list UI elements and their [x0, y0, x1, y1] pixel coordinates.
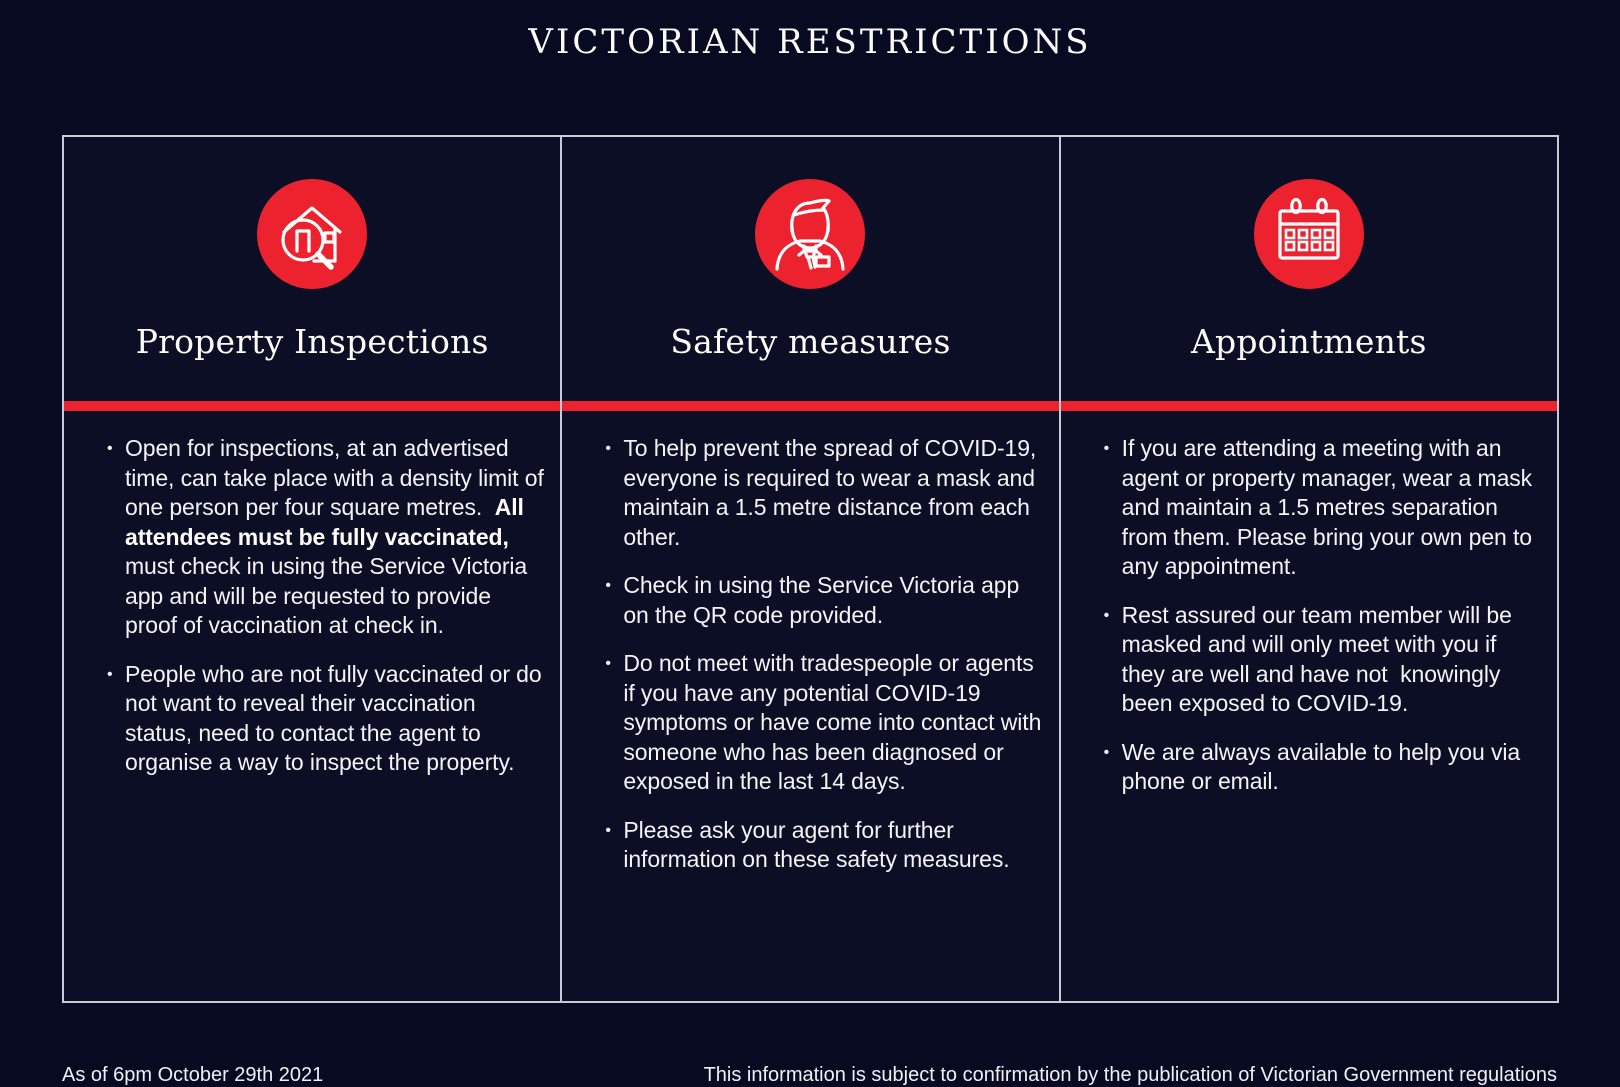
- column-heading: Property Inspections: [135, 321, 489, 361]
- column-safety-measures: [560, 137, 1058, 1001]
- bullet-item: • If you are attending a meeting with an agent or property manager, wear a mask and maintain a 1.5 metres separation from them. Please bring your own pen to any appointment.: [1103, 434, 1541, 582]
- icon-area: [562, 179, 1058, 289]
- red-icon-circle: [755, 179, 865, 289]
- bullet-item: • Check in using the Service Victoria app on the QR code provided.: [604, 571, 1042, 630]
- bullet-item: • Open for inspections, at an advertised time, can take place with a density limit of one person per four square metres. All attendees must be fully vaccinated, must check in using the Service Victoria app and will be requested to provide proof of vaccination at check in.: [106, 434, 544, 641]
- bullet-item: • To help prevent the spread of COVID-19, everyone is required to wear a mask and maintain a 1.5 metre distance from each other.: [604, 434, 1042, 552]
- bullet-item: • Rest assured our team member will be masked and will only meet with you if they are well and have not knowingly been exposed to COVID-19.: [1103, 601, 1541, 719]
- bullet-item: • Please ask your agent for further information on these safety measures.: [604, 816, 1042, 875]
- column-property-inspections: [64, 137, 560, 1001]
- agent-person-icon: [755, 179, 865, 289]
- bullet-list: [64, 411, 560, 778]
- red-divider-line: [64, 401, 560, 411]
- column-appointments: [1059, 137, 1557, 1001]
- bullet-item: • People who are not fully vaccinated or do not want to reveal their vaccination status, need to contact the agent to organise a way to inspect the property.: [106, 660, 544, 778]
- footer-date: As of 6pm October 29th 2021: [62, 1064, 324, 1086]
- red-icon-circle: [1254, 179, 1364, 289]
- column-heading: Safety measures: [670, 321, 951, 361]
- bullet-list: [562, 411, 1058, 875]
- bullet-item: • We are always available to help you via phone or email.: [1103, 738, 1541, 797]
- icon-area: [1061, 179, 1557, 289]
- bullet-list: [1061, 411, 1557, 797]
- house-magnifier-icon: [257, 179, 367, 289]
- red-divider-line: [1061, 401, 1557, 411]
- page-title: VICTORIAN RESTRICTIONS: [528, 22, 1092, 62]
- bullet-item: • Do not meet with tradespeople or agents if you have any potential COVID-19 symptoms or have come into contact with someone who has been diagnosed or exposed in the last 14 days.: [604, 649, 1042, 797]
- restrictions-table: [62, 135, 1559, 1003]
- footer-disclaimer: This information is subject to confirmation by the publication of Victorian Government regulations: [703, 1064, 1557, 1086]
- calendar-icon: [1254, 179, 1364, 289]
- icon-area: [64, 179, 560, 289]
- red-icon-circle: [257, 179, 367, 289]
- column-heading: Appointments: [1190, 321, 1427, 361]
- red-divider-line: [562, 401, 1058, 411]
